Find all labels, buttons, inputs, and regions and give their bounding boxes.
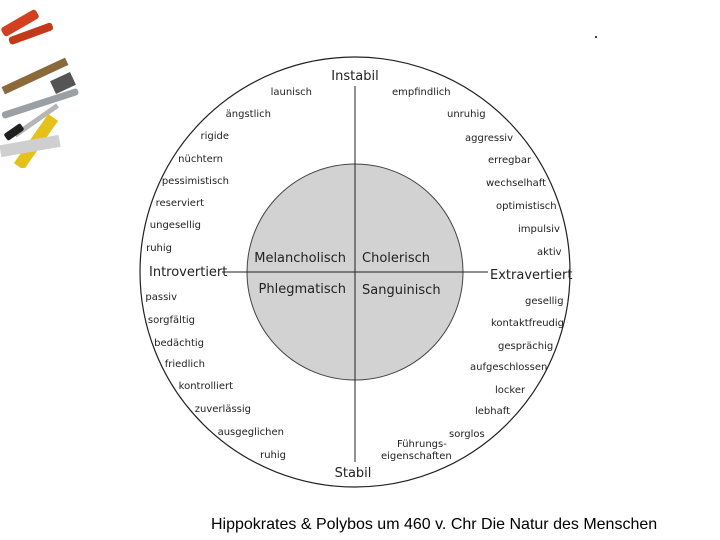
temperament-top-left: Melancholisch bbox=[254, 251, 346, 266]
trait-rigide: rigide bbox=[200, 131, 229, 142]
trait-aggressiv: aggressiv bbox=[465, 133, 513, 144]
temperament-bottom-left: Phlegmatisch bbox=[258, 282, 346, 297]
trait-aktiv: aktiv bbox=[537, 247, 562, 258]
trait-gesellig: gesellig bbox=[525, 296, 564, 307]
temperament-top-right: Cholerisch bbox=[362, 251, 430, 266]
axis-label-left: Introvertiert bbox=[149, 265, 228, 280]
axis-label-right: Extravertiert bbox=[490, 268, 573, 283]
temperament-bottom-right: Sanguinisch bbox=[362, 283, 441, 298]
trait-empfindlich: empfindlich bbox=[392, 87, 451, 98]
caption: Hippokrates & Polybos um 460 v. Chr Die Natur des Menschen bbox=[211, 516, 658, 533]
trait-aufgeschlossen: aufgeschlossen bbox=[470, 362, 548, 373]
trait-impulsiv: impulsiv bbox=[518, 224, 560, 235]
trait-eigenschaften: eigenschaften bbox=[381, 451, 452, 462]
trait-nuechtern: nüchtern bbox=[178, 154, 223, 165]
trait-kontrolliert: kontrolliert bbox=[178, 381, 233, 392]
trait-ungesellig: ungesellig bbox=[149, 220, 201, 231]
trait-sorglos: sorglos bbox=[449, 429, 485, 440]
trait-wechselhaft: wechselhaft bbox=[486, 178, 547, 189]
trait-launisch: launisch bbox=[270, 87, 312, 98]
trait-reserviert: reserviert bbox=[155, 198, 204, 209]
trait-kontaktfreudig: kontaktfreudig bbox=[491, 318, 565, 329]
trait-unruhig: unruhig bbox=[447, 109, 486, 120]
trait-friedlich: friedlich bbox=[164, 359, 205, 370]
trait-zuverlaessig: zuverlässig bbox=[194, 404, 251, 415]
trait-passiv: passiv bbox=[145, 292, 177, 303]
trait-gespraechig: gesprächig bbox=[498, 341, 554, 352]
trait-fuehrungs: Führungs- bbox=[397, 439, 447, 450]
trait-bedaechtig: bedächtig bbox=[154, 338, 204, 349]
trait-ruhig-lower: ruhig bbox=[260, 450, 286, 461]
axis-label-bottom: Stabil bbox=[334, 466, 372, 481]
trait-sorgfaeltig: sorgfältig bbox=[147, 315, 195, 326]
trait-ruhig-upper: ruhig bbox=[146, 243, 172, 254]
trait-optimistisch: optimistisch bbox=[496, 201, 557, 212]
trait-ausgeglichen: ausgeglichen bbox=[217, 427, 284, 438]
trait-erregbar: erregbar bbox=[488, 155, 532, 166]
trait-locker: locker bbox=[495, 385, 526, 396]
axis-label-top: Instabil bbox=[331, 69, 379, 84]
trait-pessimistisch: pessimistisch bbox=[161, 176, 229, 187]
trait-lebhaft: lebhaft bbox=[475, 406, 511, 417]
trait-aengstlich: ängstlich bbox=[225, 109, 271, 120]
